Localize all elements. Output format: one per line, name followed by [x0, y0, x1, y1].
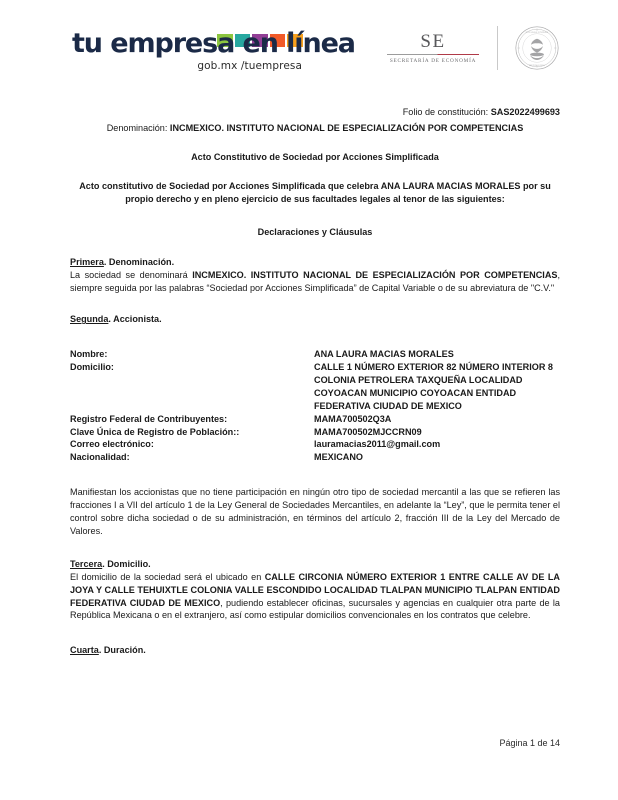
accionista-rows: [70, 348, 560, 464]
primera-text-1: La sociedad se denominará: [70, 270, 193, 281]
logo-wordmark: tu empresa en línea: [72, 28, 355, 59]
row-label: Clave Única de Registro de Población::: [70, 426, 240, 437]
table-row: [70, 348, 560, 361]
acto-intro-paragraph: Acto constitutivo de Sociedad por Acciones Simplificada que celebra ANA LAURA MACIAS MORALES por su propio derecho y en pleno ejercicio de sus facultades legales al tenor de las siguientes:: [79, 180, 551, 204]
clause-cuarta-heading: [70, 644, 560, 657]
folio-value: SAS2022499693: [490, 107, 560, 117]
table-row: [70, 413, 560, 426]
manifiestan-paragraph: Manifiestan los accionistas que no tiene participación en ningún otro tipo de sociedad mercantil a las que se refieren las fracciones I a VII del artículo 1 de la Ley General de Sociedades Mercantiles, en adelante la “Ley”, que le permita tener el control sobre dicha sociedad o de su administración, en términos del artículo 2, fracción III de la Ley del Mercado de Valores.: [70, 487, 560, 536]
value-line: COYOACAN MUNICIPIO COYOACAN ENTIDAD: [314, 387, 517, 398]
clause-segunda-title: . Accionista.: [108, 314, 162, 325]
table-row: [70, 426, 560, 439]
government-marks: [387, 25, 560, 75]
se-divider-rule: [387, 54, 479, 56]
clause-cuarta-title: . Duración.: [98, 645, 146, 656]
denominacion-line: [70, 122, 560, 135]
table-row: [70, 361, 560, 413]
clause-primera-keyword: Primera: [70, 257, 104, 268]
logo-tagline: gob.mx /tuempresa: [197, 60, 302, 72]
se-full-name: SECRETARÍA DE ECONOMÍA: [389, 58, 477, 65]
document-body: [0, 106, 618, 657]
value-line: CALLE 1 NÚMERO EXTERIOR 82 NÚMERO INTERIOR 8: [314, 361, 553, 372]
clause-primera-title: . Denominación.: [103, 257, 175, 268]
svg-text:ESTADOS UNIDOS: ESTADOS UNIDOS: [525, 30, 549, 34]
clause-tercera-title: . Domicilio.: [102, 558, 151, 569]
acto-title: Acto Constitutivo de Sociedad por Acciones Simplificada: [191, 151, 439, 162]
clause-primera-text: [70, 269, 560, 295]
declaraciones-heading: Declaraciones y Cláusulas: [257, 226, 373, 237]
clause-tercera-heading: [70, 558, 560, 571]
svg-text:MEXICANOS: MEXICANOS: [529, 63, 545, 67]
denominacion-value: INCMEXICO. INSTITUTO NACIONAL DE ESPECIALIZACIÓN POR COMPETENCIAS: [169, 122, 524, 133]
clause-tercera-text: [70, 571, 560, 623]
row-value: [314, 348, 560, 361]
clause-segunda-keyword: Segunda: [70, 314, 109, 325]
clause-tercera: [70, 558, 560, 623]
table-row: [70, 451, 560, 464]
row-label: Domicilio:: [70, 361, 114, 372]
clause-segunda-heading: [70, 313, 560, 326]
tu-empresa-en-linea-logo: [72, 28, 355, 72]
clause-tercera-keyword: Tercera: [70, 558, 103, 569]
accionista-data-table: [70, 348, 560, 464]
clause-segunda: [70, 313, 560, 326]
row-value: [314, 451, 560, 464]
row-value: [314, 413, 560, 426]
clause-cuarta-keyword: Cuarta: [70, 645, 99, 656]
value-line: FEDERATIVA CIUDAD DE MEXICO: [314, 400, 462, 411]
denominacion-label: Denominación:: [106, 122, 168, 133]
tercera-address: CALLE CIRCONIA NÚMERO EXTERIOR 1 ENTRE CALLE AV DE LA JOYA Y CALLE TEHUIXTLE COLONIA VALLE ESCONDIDO LOCALIDAD TLALPAN MUNICIPIO TLALPAN ENTIDAD FEDERATIVA CIUDAD DE MEXICO: [70, 571, 560, 608]
value-line: COLONIA PETROLERA TAXQUEÑA LOCALIDAD: [314, 374, 523, 385]
row-label: Nacionalidad:: [70, 452, 130, 463]
tercera-text-2: , pudiendo establecer oficinas, sucursales y agencias en cualquier otra parte de la República Mexicana o en el extranjero, así como estipular domicilios convencionales en los contratos que celebre.: [70, 597, 560, 621]
page-footer: Página 1 de 14: [499, 738, 560, 748]
clause-primera-heading: [70, 256, 560, 269]
value-line: MAMA700502Q3A: [314, 413, 392, 424]
folio-line: [70, 106, 560, 119]
escudo-nacional-icon: [514, 25, 560, 71]
row-value: [314, 361, 560, 413]
primera-text-2: , siempre seguida por las palabras “Sociedad por Acciones Simplificada” de Capital Variable o de su abreviatura de "C.V.": [70, 270, 560, 294]
primera-company-name: INCMEXICO. INSTITUTO NACIONAL DE ESPECIALIZACIÓN POR COMPETENCIAS: [192, 270, 558, 281]
value-line: MEXICANO: [314, 452, 364, 463]
row-label: Registro Federal de Contribuyentes:: [70, 413, 228, 424]
table-row: [70, 438, 560, 451]
row-label: Correo electrónico:: [70, 439, 154, 450]
document-header: [0, 0, 618, 100]
clause-primera: [70, 256, 560, 295]
tercera-text-1: El domicilio de la sociedad será el ubicado en: [70, 571, 265, 582]
clause-cuarta: [70, 644, 560, 657]
row-label: Nombre:: [70, 349, 108, 360]
secretaria-de-economia-logo: [387, 32, 497, 65]
value-line: MAMA700502MJCCRN09: [314, 426, 422, 437]
value-line: ANA LAURA MACIAS MORALES: [314, 349, 454, 360]
row-value: [314, 426, 560, 439]
header-vertical-divider: [497, 26, 498, 70]
folio-label: Folio de constitución:: [402, 107, 489, 117]
value-line: lauramacias2011@gmail.com: [314, 439, 441, 450]
se-acronym: SE: [420, 30, 446, 52]
row-value: [314, 438, 560, 451]
